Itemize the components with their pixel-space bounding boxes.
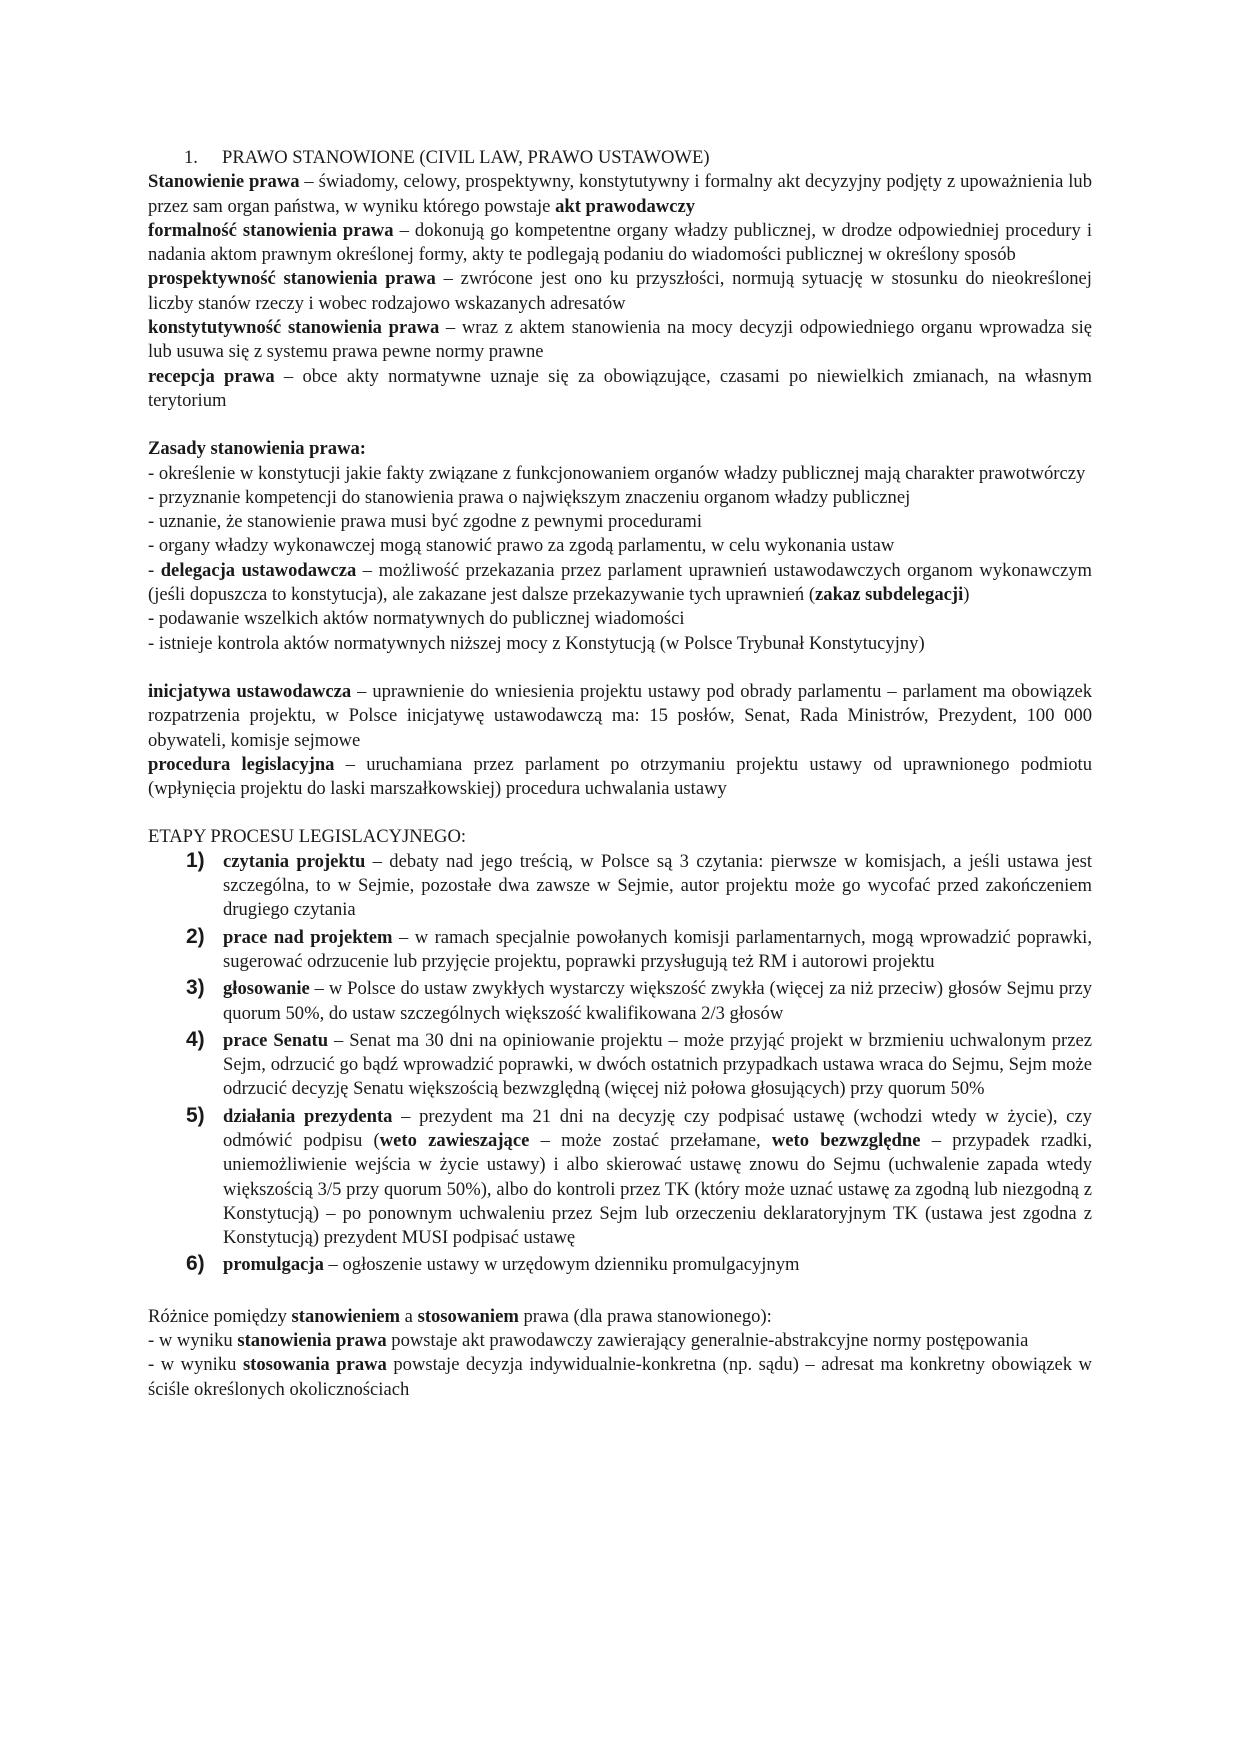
stage-text: – prezydent ma 21 dni na decyzję czy podpisać ustawę (wchodzi wtedy w życie), czy odmówić podpisu (	[223, 1105, 1092, 1151]
definition-prospektywnosc	[148, 267, 1092, 316]
spacer	[148, 656, 1092, 680]
term: głosowanie	[223, 978, 310, 1000]
stage-item-1	[148, 850, 1092, 923]
section-heading-zasady: Zasady stanowienia prawa:	[148, 438, 366, 460]
stage-item-4	[148, 1029, 1092, 1102]
definition-text: – uprawnienie do wniesienia projektu ustawy pod obrady parlamentu – parlament ma obowiązek rozpatrzenia projektu, w Polsce inicjatywę ustawodawczą ma: 15 posłów, Senat, Rada Ministrów, Prezydent, 100 000 obywateli, komisje sejmowe	[148, 680, 1093, 751]
term: promulgacja	[223, 1254, 324, 1276]
list-item: - uznanie, że stanowienie prawa musi być zgodne z pewnymi procedurami	[148, 511, 702, 533]
term: stanowienia prawa	[237, 1330, 387, 1352]
roznice-intro	[148, 1305, 1092, 1329]
list-item: - podawanie wszelkich aktów normatywnych do publicznej wiadomości	[148, 608, 685, 630]
term: stanowieniem	[291, 1305, 401, 1327]
list-prefix: -	[148, 559, 161, 581]
stage-text: – debaty nad jego treścią, w Polsce są 3 czytania: pierwsze w komisjach, a jeśli ustawa jest szczególna, to w Sejmie, pozostałe dwa zawsze w Sejmie, autor projektu może go wycofać przed zakończeniem drugiego czytania	[223, 850, 1092, 921]
text-fragment: prawa (dla prawa stanowionego):	[518, 1305, 772, 1327]
term: stosowania prawa	[242, 1354, 387, 1376]
stage-text: – przypadek rzadki, uniemożliwienie wejścia w życie ustawy) i albo skierować ustawę znowu do Sejmu (uchwalenie zapada wtedy większością 3/5 przy quorum 50%), albo do kontroli przez TK (który może uznać ustawę za zgodną lub niezgodną z Konstytucją) – po ponownym uchwaleniu przez Sejm lub orzeczeniu deklaratoryjnym TK (ustawa jest zgodna z Konstytucją) prezydent MUSI podpisać ustawę	[223, 1129, 1093, 1249]
definition-text: – obce akty normatywne uznaje się za obowiązujące, czasami po niewielkich zmianach, na własnym terytorium	[148, 365, 1092, 411]
spacer	[148, 413, 1092, 437]
section-heading-etapy: ETAPY PROCESU LEGISLACYJNEGO:	[148, 826, 467, 848]
stage-number: 1)	[186, 848, 205, 872]
definition-text: powstaje akt prawodawczy zawierający generalnie-abstrakcyjne normy postępowania	[386, 1330, 1029, 1352]
definition-stanowienie	[148, 170, 1092, 219]
term: stosowaniem	[417, 1305, 519, 1327]
definition-text: – świadomy, celowy, prospektywny, konstytutywny i formalny akt decyzyjny podjęty z upoważnienia lub przez sam organ państwa, w wyniku którego powstaje	[148, 171, 1092, 217]
definition-text: – uruchamiana przez parlament po otrzymaniu projektu ustawy od uprawnionego podmiotu (wpłynięcia projektu do laski marszałkowskiej) procedura uchwalania ustawy	[148, 753, 1092, 800]
list-item: - przyznanie kompetencji do stanowienia prawa o największym znaczeniu organom władzy publicznej	[148, 486, 911, 508]
stage-item-3	[148, 977, 1092, 1026]
spacer	[148, 801, 1092, 825]
term: formalność stanowienia prawa	[148, 219, 394, 241]
term: recepcja prawa	[148, 365, 275, 387]
stage-number: 3)	[186, 976, 205, 1000]
list-prefix: - w wyniku	[148, 1330, 238, 1352]
definition-konstytutywnosc	[148, 316, 1092, 365]
document-title	[148, 146, 1092, 170]
list-item: - organy władzy wykonawczej mogą stanowić prawo za zgodą parlamentu, w celu wykonania ustaw	[148, 535, 895, 557]
list-prefix: - w wyniku	[148, 1354, 243, 1376]
stage-number: 6)	[186, 1252, 205, 1276]
definition-text: powstaje decyzja indywidualnie-konkretna (np. sądu) – adresat ma konkretny obowiązek w ściśle określonych okolicznościach	[148, 1354, 1092, 1400]
term: akt prawodawczy	[555, 195, 696, 217]
list-suffix: )	[963, 584, 970, 606]
spacer	[148, 1281, 1092, 1305]
list-item: - istnieje kontrola aktów normatywnych niższej mocy z Konstytucją (w Polsce Trybunał Konstytucyjny)	[148, 632, 925, 654]
term: inicjatywa ustawodawcza	[148, 680, 352, 702]
stage-item-5	[148, 1105, 1092, 1251]
term: czytania projektu	[223, 850, 366, 872]
list-item: - określenie w konstytucji jakie fakty związane z funkcjonowaniem organów władzy publicznej mają charakter prawotwórczy	[148, 462, 1086, 484]
stage-number: 4)	[186, 1027, 205, 1051]
term: prace nad projektem	[223, 926, 393, 948]
definition-text: – dokonują go kompetentne organy władzy publicznej, w drodze odpowiedniej procedury i nadania aktom prawnym określonej formy, akty te podlegają podaniu do wiadomości publicznej w określony sposób	[148, 219, 1092, 266]
term: prospektywność stanowienia prawa	[148, 268, 436, 290]
term: procedura legislacyjna	[148, 753, 335, 775]
definition-procedura	[148, 753, 1092, 802]
stage-item-6	[148, 1253, 1092, 1277]
term: prace Senatu	[223, 1029, 329, 1051]
text-fragment: a	[400, 1305, 418, 1327]
title-number: 1.	[184, 147, 198, 168]
stage-text: – w ramach specjalnie powołanych komisji parlamentarnych, mogą wprowadzić poprawki, sugerować odrzucenie lub przyjęcie projektu, poprawki przysługują też RM i autorowi projektu	[223, 926, 1092, 972]
term: weto bezwzględne	[771, 1129, 921, 1151]
stage-text: – w Polsce do ustaw zwykłych wystarczy większość zwykła (więcej za niż przeciw) głosów Sejmu przy quorum 50%, do ustaw szczególnych większość kwalifikowana 2/3 głosów	[223, 978, 1092, 1024]
stage-number: 5)	[186, 1103, 205, 1127]
term: weto zawieszające	[379, 1129, 530, 1151]
text-fragment: Różnice pomiędzy	[148, 1305, 292, 1327]
term: konstytutywność stanowienia prawa	[148, 317, 440, 339]
term: delegacja ustawodawcza	[160, 559, 357, 581]
definition-recepcja	[148, 365, 1092, 414]
title-text: PRAWO STANOWIONE (CIVIL LAW, PRAWO USTAWOWE)	[222, 147, 710, 168]
document-page	[148, 146, 1092, 1402]
definition-text: – wraz z aktem stanowienia na mocy decyzji odpowiedniego organu wprowadza się lub usuwa się z systemu prawa pewne normy prawne	[148, 317, 1092, 363]
list-item-delegacja	[148, 559, 1092, 608]
term: zakaz subdelegacji	[815, 584, 964, 606]
definition-formalnosc	[148, 219, 1092, 268]
stage-number: 2)	[186, 924, 205, 948]
roznice-item-2	[148, 1353, 1092, 1402]
term: Stanowienie prawa	[148, 171, 300, 193]
stage-item-2	[148, 926, 1092, 975]
definition-text: – zwrócone jest ono ku przyszłości, normują sytuację w stosunku do nieokreślonej liczby stanów rzeczy i wobec rodzajowo wskazanych adresatów	[148, 268, 1092, 314]
stage-text: – ogłoszenie ustawy w urzędowym dzienniku promulgacyjnym	[323, 1254, 800, 1276]
stage-text: – może zostać przełamane,	[529, 1129, 772, 1151]
term: działania prezydenta	[223, 1105, 393, 1127]
definition-inicjatywa	[148, 680, 1092, 753]
roznice-item-1	[148, 1329, 1092, 1353]
definition-text: – możliwość przekazania przez parlament uprawnień ustawodawczych organom wykonawczym (jeśli dopuszcza to konstytucja), ale zakazane jest dalsze przekazywanie tych uprawnień (	[148, 559, 1092, 606]
stage-text: – Senat ma 30 dni na opiniowanie projektu – może przyjąć projekt w brzmieniu uchwalonym przez Sejm, odrzucić go bądź wprowadzić poprawki, w dwóch ostatnich przypadkach ustawa wraca do Sejmu, Sejm może odrzucić decyzję Senatu większością bezwzględną (więcej niż połowa głosujących) przy quorum 50%	[223, 1029, 1092, 1100]
